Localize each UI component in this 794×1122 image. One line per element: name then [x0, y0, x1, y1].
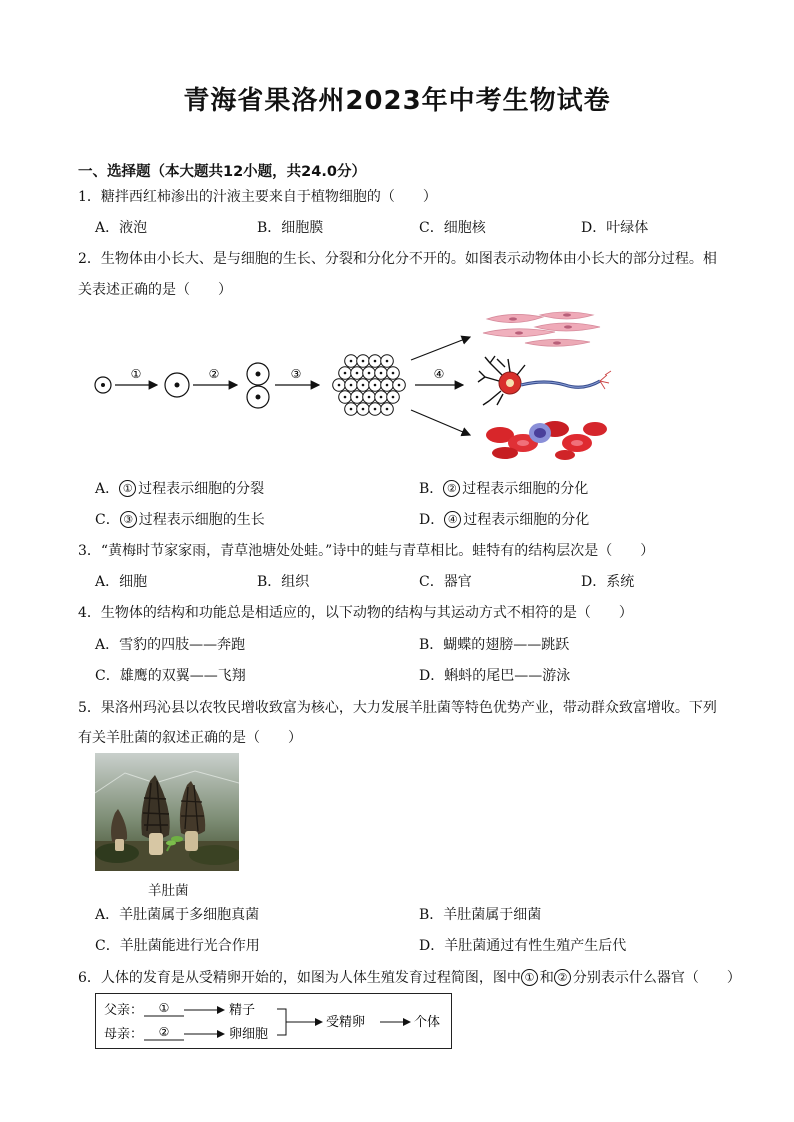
figure-label-3: ③ [290, 367, 302, 381]
cluster-cell-nucleus [386, 384, 389, 387]
flow-egg: 卵细胞 [229, 1027, 269, 1042]
q5-option-b: B．羊肚菌属于细菌 [419, 907, 542, 923]
cluster-cell-nucleus [374, 360, 377, 363]
q5-option-c: C．羊肚菌能进行光合作用 [95, 938, 260, 954]
q2-option-c-mark: ③ [120, 511, 137, 528]
q1-option-b: B．细胞膜 [257, 220, 324, 236]
q4-option-a: A．雪豹的四肢——奔跑 [95, 637, 246, 653]
figure-label-2: ② [208, 367, 220, 381]
cluster-cell-nucleus [374, 384, 377, 387]
q3-option-a: A．细胞 [95, 574, 148, 590]
blood-cells-image [486, 421, 607, 460]
cluster-cell-nucleus [386, 360, 389, 363]
flow-sperm: 精子 [229, 1003, 256, 1018]
cluster-cell-nucleus [380, 372, 383, 375]
cluster-cell-nucleus [350, 384, 353, 387]
section-heading: 一、选择题（本大题共12小题，共24.0分） [78, 164, 366, 180]
cluster-cell-nucleus [356, 372, 359, 375]
question-5-stem-line2: 有关羊肚菌的叙述正确的是（ ） [78, 730, 302, 746]
q3-option-c: C．器官 [419, 574, 472, 590]
q5-option-a: A．羊肚菌属于多细胞真菌 [95, 907, 260, 923]
morel-mushroom-photo [95, 753, 239, 871]
q2-option-d-mark: ④ [444, 511, 461, 528]
question-6-stem: 6．人体的发育是从受精卵开始的，如图为人体生殖发育过程简图，图中 ① 和 ② 分别表示什么器官（ ） [78, 970, 741, 986]
cluster-cell-nucleus [362, 360, 365, 363]
q2-option-a: A． ① 过程表示细胞的分裂 [95, 481, 265, 497]
muscle-tissue-image [483, 312, 600, 346]
cluster-cell-nucleus [386, 408, 389, 411]
question-5-stem-line1: 5．果洛州玛沁县以农牧民增收致富为核心，大力发展羊肚菌等特色优势产业，带动群众致富增收。下列 [78, 700, 717, 716]
cluster-cell-nucleus [338, 384, 341, 387]
arrow-lower [411, 410, 470, 435]
page-title: 青海省果洛州2023年中考生物试卷 [183, 86, 611, 116]
q6-mark-2: ② [554, 969, 571, 986]
cluster-cell-nucleus [380, 396, 383, 399]
cluster-cell-nucleus [344, 396, 347, 399]
q1-option-a: A．液泡 [95, 220, 148, 236]
flow-zygote: 受精卵 [326, 1015, 366, 1030]
cluster-cell-nucleus [362, 408, 365, 411]
question-1-stem: 1．糖拌西红柿渗出的汁液主要来自于植物细胞的（ ） [78, 189, 437, 205]
neuron-image [478, 356, 611, 405]
arrow-upper [411, 337, 470, 360]
figure-label-1: ① [130, 367, 142, 381]
reproduction-flow-diagram [95, 993, 452, 1049]
cluster-cell-nucleus [350, 360, 353, 363]
q4-option-b: B．蝴蝶的翅膀——跳跃 [419, 637, 570, 653]
q3-option-d: D．系统 [581, 574, 635, 590]
q4-option-c: C．雄鹰的双翼——飞翔 [95, 668, 246, 684]
grown-cell [165, 373, 189, 397]
cluster-cell-nucleus [356, 396, 359, 399]
q5-option-d: D．羊肚菌通过有性生殖产生后代 [419, 938, 627, 954]
flow-mother-label: 母亲： [104, 1027, 144, 1042]
q3-option-b: B．组织 [257, 574, 310, 590]
flow-father-label: 父亲： [104, 1003, 144, 1018]
figure-label-4: ④ [433, 367, 445, 381]
question-3-stem: 3．“黄梅时节家家雨，青草池塘处处蛙。”诗中的蛙与青草相比。蛙特有的结构层次是（ ） [78, 543, 655, 559]
q2-option-d: D． ④ 过程表示细胞的分化 [419, 512, 590, 528]
q6-mark-1: ① [521, 969, 538, 986]
q2-option-b: B． ② 过程表示细胞的分化 [419, 481, 589, 497]
cluster-cell-nucleus [374, 408, 377, 411]
q1-option-d: D．叶绿体 [581, 220, 649, 236]
question-2-stem-line1: 2．生物体由小长大、是与细胞的生长、分裂和分化分不开的。如图表示动物体由小长大的部分过程。相 [78, 251, 717, 267]
q2-option-b-mark: ② [443, 480, 460, 497]
flow-blank-2-label: ② [158, 1025, 170, 1039]
flow-bracket [277, 1009, 286, 1035]
cluster-cell-nucleus [350, 408, 353, 411]
cluster-cell-nucleus [392, 396, 395, 399]
cell-development-figure [85, 305, 615, 465]
cluster-cell-nucleus [392, 372, 395, 375]
cluster-cell-nucleus [368, 396, 371, 399]
single-cell [95, 377, 111, 393]
photo-caption: 羊肚菌 [148, 883, 189, 899]
flow-blank-1-label: ① [158, 1001, 170, 1015]
cluster-cell-nucleus [344, 372, 347, 375]
flow-individual: 个体 [414, 1015, 441, 1030]
question-2-stem-line2: 关表述正确的是（ ） [78, 282, 232, 298]
cluster-cell-nucleus [368, 372, 371, 375]
q2-option-a-mark: ① [119, 480, 136, 497]
cell-cluster [333, 355, 406, 416]
cluster-cell-nucleus [398, 384, 401, 387]
question-4-stem: 4．生物体的结构和功能总是相适应的，以下动物的结构与其运动方式不相符的是（ ） [78, 605, 633, 621]
q4-option-d: D．蝌蚪的尾巴——游泳 [419, 668, 571, 684]
divided-cells [247, 363, 269, 408]
cluster-cell-nucleus [362, 384, 365, 387]
q1-option-c: C．细胞核 [419, 220, 486, 236]
q2-option-c: C． ③ 过程表示细胞的生长 [95, 512, 265, 528]
